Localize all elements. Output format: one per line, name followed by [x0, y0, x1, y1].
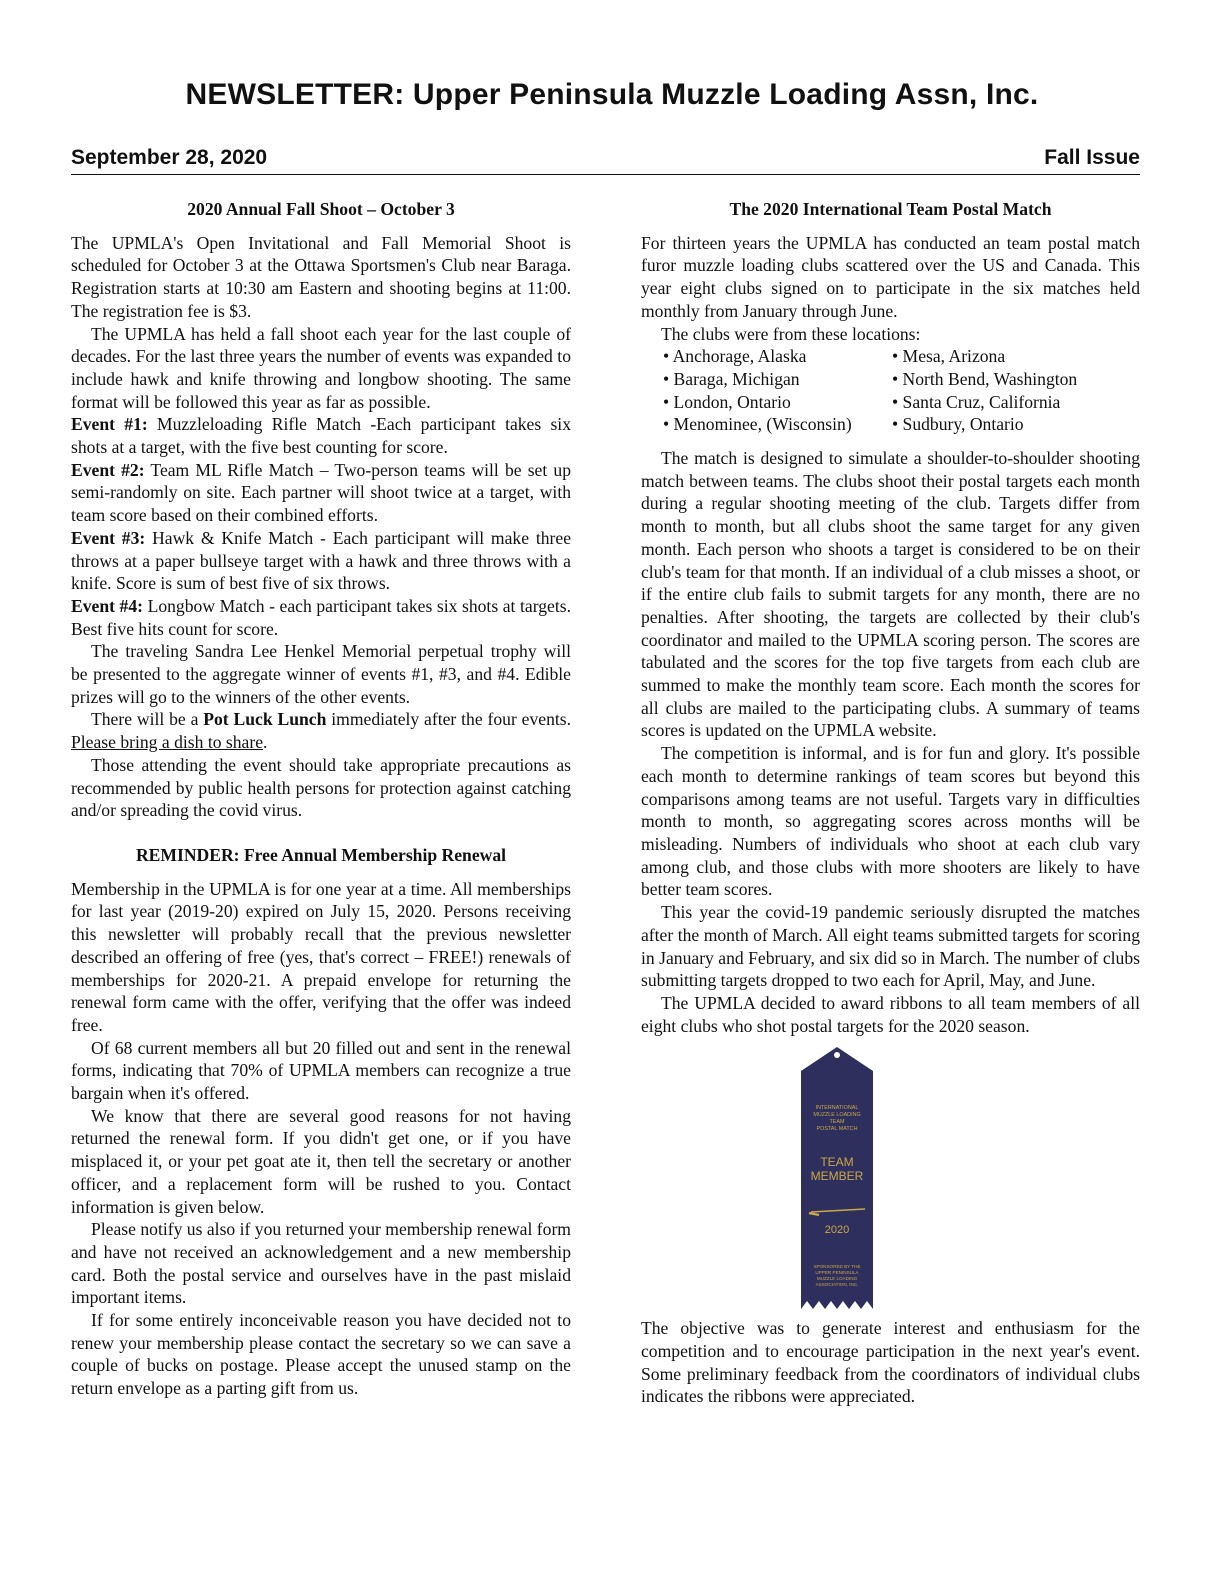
- text-run: There will be a: [91, 709, 204, 730]
- fall-shoot-paragraph: The UPMLA's Open Invitational and Fall Memorial Shoot is scheduled for October 3 at the Ottawa Sportsmen's Club near Baraga. Registration starts at 10:30 am Eastern and shooting begins at 11:00. The registration fee is $3.: [71, 232, 571, 321]
- pot-luck-paragraph: [71, 708, 571, 753]
- list-item: • Sudbury, Ontario: [892, 414, 1024, 435]
- ribbon-text: INTERNATIONAL: [815, 1105, 859, 1112]
- fall-shoot-heading: 2020 Annual Fall Shoot – October 3: [187, 199, 455, 219]
- dateline: [71, 146, 1140, 175]
- postal-match-paragraph: For thirteen years the UPMLA has conducted an team postal match furor muzzle loading clubs scattered over the US and Canada. This year eight clubs signed on to participate in the six matches held monthly from January through June.: [641, 232, 1140, 321]
- membership-paragraph: Please notify us also if you returned your membership renewal form and have not received an acknowledgement and a new membership card. Both the postal service and ourselves have in the past mislaid important items.: [71, 1219, 571, 1308]
- event-item: [71, 595, 571, 640]
- postal-match-paragraph: The competition is informal, and is for fun and glory. It's possible each month to determine rankings of team scores but beyond this comparisons among teams are not useful. Targets vary in difficulties month to month, so aggregating scores across months will be misleading. Numbers of individuals who shoot at each club vary among club, and those clubs with more shooters are likely to have better team scores.: [641, 743, 1140, 900]
- membership-paragraph: We know that there are several good reasons for not having returned the renewal form. If you didn't get one, or if you have misplaced it, or your pet goat ate it, then tell the secretary or another officer, and a replacement form will be rushed to you. Contact information is given below.: [71, 1105, 571, 1217]
- event-text: Longbow Match - each participant takes six shots at targets. Best five hits count for score.: [71, 595, 571, 639]
- postal-match-paragraph: The objective was to generate interest and enthusiasm for the competition and to encourage participation in the next year's event. Some preliminary feedback from the coordinators of individual clubs indicates the ribbons were appreciated.: [641, 1318, 1140, 1407]
- event-label: Event #3:: [71, 527, 146, 548]
- text-run: .: [263, 732, 268, 753]
- ribbon-text: MUZZLE LOADING: [813, 1112, 861, 1119]
- membership-paragraph: Of 68 current members all but 20 filled out and sent in the renewal forms, indicating that 70% of UPMLA members can recognize a true bargain when it's offered.: [71, 1037, 571, 1104]
- list-item: • Menominee, (Wisconsin): [663, 414, 852, 435]
- newsletter-title: NEWSLETTER: Upper Peninsula Muzzle Loading Assn, Inc.: [185, 78, 1039, 111]
- event-item: [71, 413, 571, 458]
- postal-match-paragraph: The match is designed to simulate a shoulder-to-shoulder shooting match between teams. The clubs shoot their postal targets each month during a regular shooting meeting of the club. Targets differ from month to month, but all clubs shoot the same target for any given month. Each person who shoots a target is considered to be on their club's team for that month. If an individual of a club misses a shoot, or if the entire club fails to submit targets for any month, there are no penalties. After shooting, the targets are collected by their club's coordinator and mailed to the UPMLA scoring person. The scores are tabulated and the scores for the top five targets from each club are summed to make the monthly team score. Each month the scores for all clubs are mailed to the participating clubs. A summary of teams scores is updated on the UPMLA website.: [641, 448, 1140, 741]
- ribbon-hole: [834, 1052, 840, 1058]
- event-text: Muzzleloading Rifle Match -Each participant takes six shots at a target, with the five best counting for score.: [71, 414, 571, 458]
- ribbon-member-text: MEMBER: [810, 1169, 864, 1184]
- list-item: • Anchorage, Alaska: [663, 346, 807, 367]
- text-run: immediately after the four events.: [326, 709, 572, 730]
- left-column: [71, 198, 571, 1400]
- ribbon-figure: [641, 1047, 1140, 1317]
- ribbon-text: MUZZLE LOADING: [816, 1276, 858, 1282]
- ribbon-text: ASSOCIATION, INC.: [815, 1282, 859, 1288]
- list-item: • Baraga, Michigan: [663, 368, 800, 389]
- event-text: Hawk & Knife Match - Each participant will make three throws at a paper bullseye target with a hawk and three throws with a knife. Score is sum of best five of six throws.: [71, 527, 571, 594]
- issue-date: September 28, 2020: [71, 146, 268, 169]
- ribbon-year-text: 2020: [824, 1224, 850, 1237]
- issue-name: Fall Issue: [1044, 146, 1140, 169]
- event-item: [71, 527, 571, 595]
- postal-match-heading: The 2020 International Team Postal Match: [729, 199, 1052, 219]
- membership-paragraph: Membership in the UPMLA is for one year at a time. All memberships for last year (2019-20) expired on July 15, 2020. Persons receiving this newsletter will probably recall that the previous newsletter described an offering of free (yes, that's correct – FREE!) renewals of memberships for 2020-21. A prepaid envelope for returning the renewal form came with the offer, verifying that the offer was indeed free.: [71, 878, 571, 1035]
- club-locations-list: [641, 345, 1140, 436]
- ribbon-text: UPPER PENINSULA: [815, 1270, 859, 1276]
- ribbon-text: POSTAL MATCH: [816, 1126, 858, 1133]
- event-label: Event #1:: [71, 414, 148, 435]
- pot-luck-label: Pot Luck Lunch: [203, 709, 327, 730]
- event-text: Team ML Rifle Match – Two-person teams will be set up semi-randomly on site. Each partner will shoot twice at a target, with team score based on their combined efforts.: [71, 459, 571, 526]
- ribbon-team-text: TEAM: [820, 1155, 854, 1170]
- membership-heading: REMINDER: Free Annual Membership Renewal: [135, 844, 507, 865]
- membership-paragraph: If for some entirely inconceivable reason you have decided not to renew your membership please contact the secretary so we can save a couple of bucks on postage. Please accept the unused stamp on the return envelope as a parting gift from us.: [71, 1310, 571, 1399]
- list-item: • Mesa, Arizona: [892, 346, 1006, 367]
- list-item: • Santa Cruz, California: [892, 391, 1061, 412]
- event-item: [71, 459, 571, 527]
- postal-match-paragraph: This year the covid-19 pandemic seriously disrupted the matches after the month of March. All eight teams submitted targets for scoring in January and February, and six did so in March. The number of clubs submitting targets dropped to two each for April, May, and June.: [641, 902, 1140, 991]
- ribbon-text: TEAM: [829, 1119, 845, 1126]
- list-item: • North Bend, Washington: [892, 368, 1078, 389]
- bring-dish-note: Please bring a dish to share: [71, 732, 264, 753]
- postal-match-paragraph: The clubs were from these locations:: [661, 323, 921, 344]
- postal-match-paragraph: The UPMLA decided to award ribbons to all team members of all eight clubs who shot postal targets for the 2020 season.: [641, 992, 1140, 1036]
- list-item: • London, Ontario: [663, 391, 791, 412]
- team-member-ribbon-image: [801, 1047, 873, 1309]
- fall-shoot-paragraph: The traveling Sandra Lee Henkel Memorial perpetual trophy will be presented to the aggregate winner of events #1, #3, and #4. Edible prizes will go to the winners of the other events.: [71, 641, 571, 707]
- event-label: Event #2:: [71, 459, 145, 480]
- event-label: Event #4:: [71, 595, 144, 616]
- right-column: [641, 198, 1140, 1408]
- ribbon-text: SPONSORED BY THE: [813, 1264, 861, 1270]
- fall-shoot-paragraph: The UPMLA has held a fall shoot each year for the last couple of decades. For the last three years the number of events was expanded to include hawk and knife throwing and longbow shooting. The same format will be followed this year as far as possible.: [71, 323, 571, 412]
- fall-shoot-paragraph: Those attending the event should take appropriate precautions as recommended by public health persons for protection against catching and/or spreading the covid virus.: [71, 754, 571, 821]
